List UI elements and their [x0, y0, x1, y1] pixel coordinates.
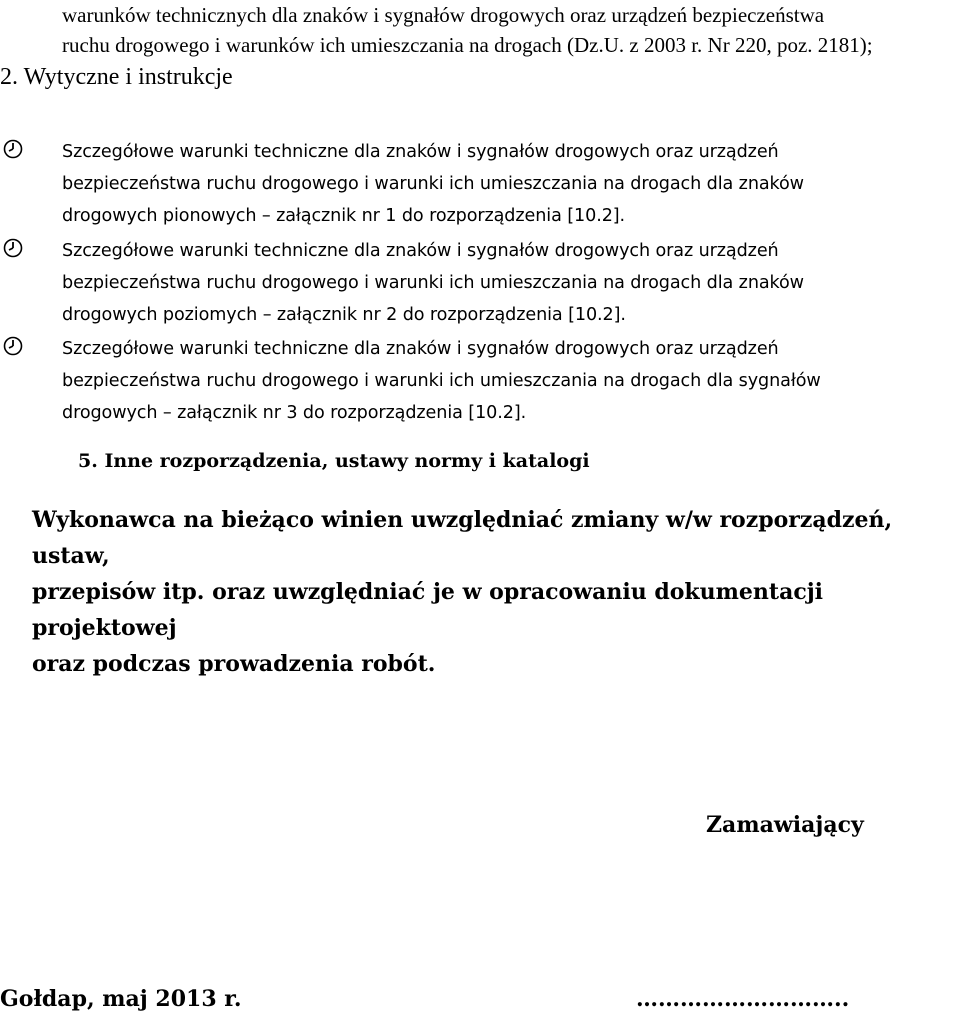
- list-item-line: Szczegółowe warunki techniczne dla znaków i sygnałów drogowych oraz urządzeń: [62, 339, 779, 359]
- clock-icon: [2, 335, 24, 357]
- section-heading: 2. Wytyczne i instrukcje: [0, 64, 233, 90]
- notice-line: oraz podczas prowadzenia robót.: [32, 651, 436, 677]
- subsection-heading: 5. Inne rozporządzenia, ustawy normy i katalogi: [78, 450, 590, 472]
- notice-line: Wykonawca na bieżąco winien uwzględniać zmiany w/w rozporządzeń, ustaw,: [32, 507, 893, 569]
- list-item-line: Szczegółowe warunki techniczne dla znaków i sygnałów drogowych oraz urządzeń: [62, 241, 779, 261]
- list-item-text: [62, 136, 952, 232]
- clock-icon: [2, 138, 24, 160]
- signer-label: Zamawiający: [706, 812, 864, 838]
- place-date: Gołdap, maj 2013 r.: [0, 986, 242, 1012]
- notice-line: przepisów itp. oraz uwzględniać je w opracowaniu dokumentacji projektowej: [32, 579, 824, 641]
- list-item-line: drogowych – załącznik nr 3 do rozporządzenia [10.2].: [62, 403, 527, 423]
- list-item-line: drogowych poziomych – załącznik nr 2 do rozporządzenia [10.2].: [62, 305, 626, 325]
- list-item-line: bezpieczeństwa ruchu drogowego i warunki ich umieszczania na drogach dla znaków: [62, 174, 804, 194]
- contractor-notice: [32, 502, 957, 682]
- list-item-line: drogowych pionowych – załącznik nr 1 do rozporządzenia [10.2].: [62, 206, 626, 226]
- clock-icon: [2, 237, 24, 259]
- intro-line: ruchu drogowego i warunków ich umieszczania na drogach (Dz.U. z 2003 r. Nr 220, poz. 2181);: [62, 33, 873, 57]
- intro-text: [62, 0, 952, 60]
- signature-dots: ………………………..: [636, 986, 850, 1012]
- list-item-line: Szczegółowe warunki techniczne dla znaków i sygnałów drogowych oraz urządzeń: [62, 142, 779, 162]
- list-item-text: [62, 235, 952, 331]
- list-item-line: bezpieczeństwa ruchu drogowego i warunki ich umieszczania na drogach dla sygnałów: [62, 371, 821, 391]
- list-item-text: [62, 333, 952, 429]
- intro-line: warunków technicznych dla znaków i sygnałów drogowych oraz urządzeń bezpieczeństwa: [62, 3, 825, 27]
- list-item-line: bezpieczeństwa ruchu drogowego i warunki ich umieszczania na drogach dla znaków: [62, 273, 804, 293]
